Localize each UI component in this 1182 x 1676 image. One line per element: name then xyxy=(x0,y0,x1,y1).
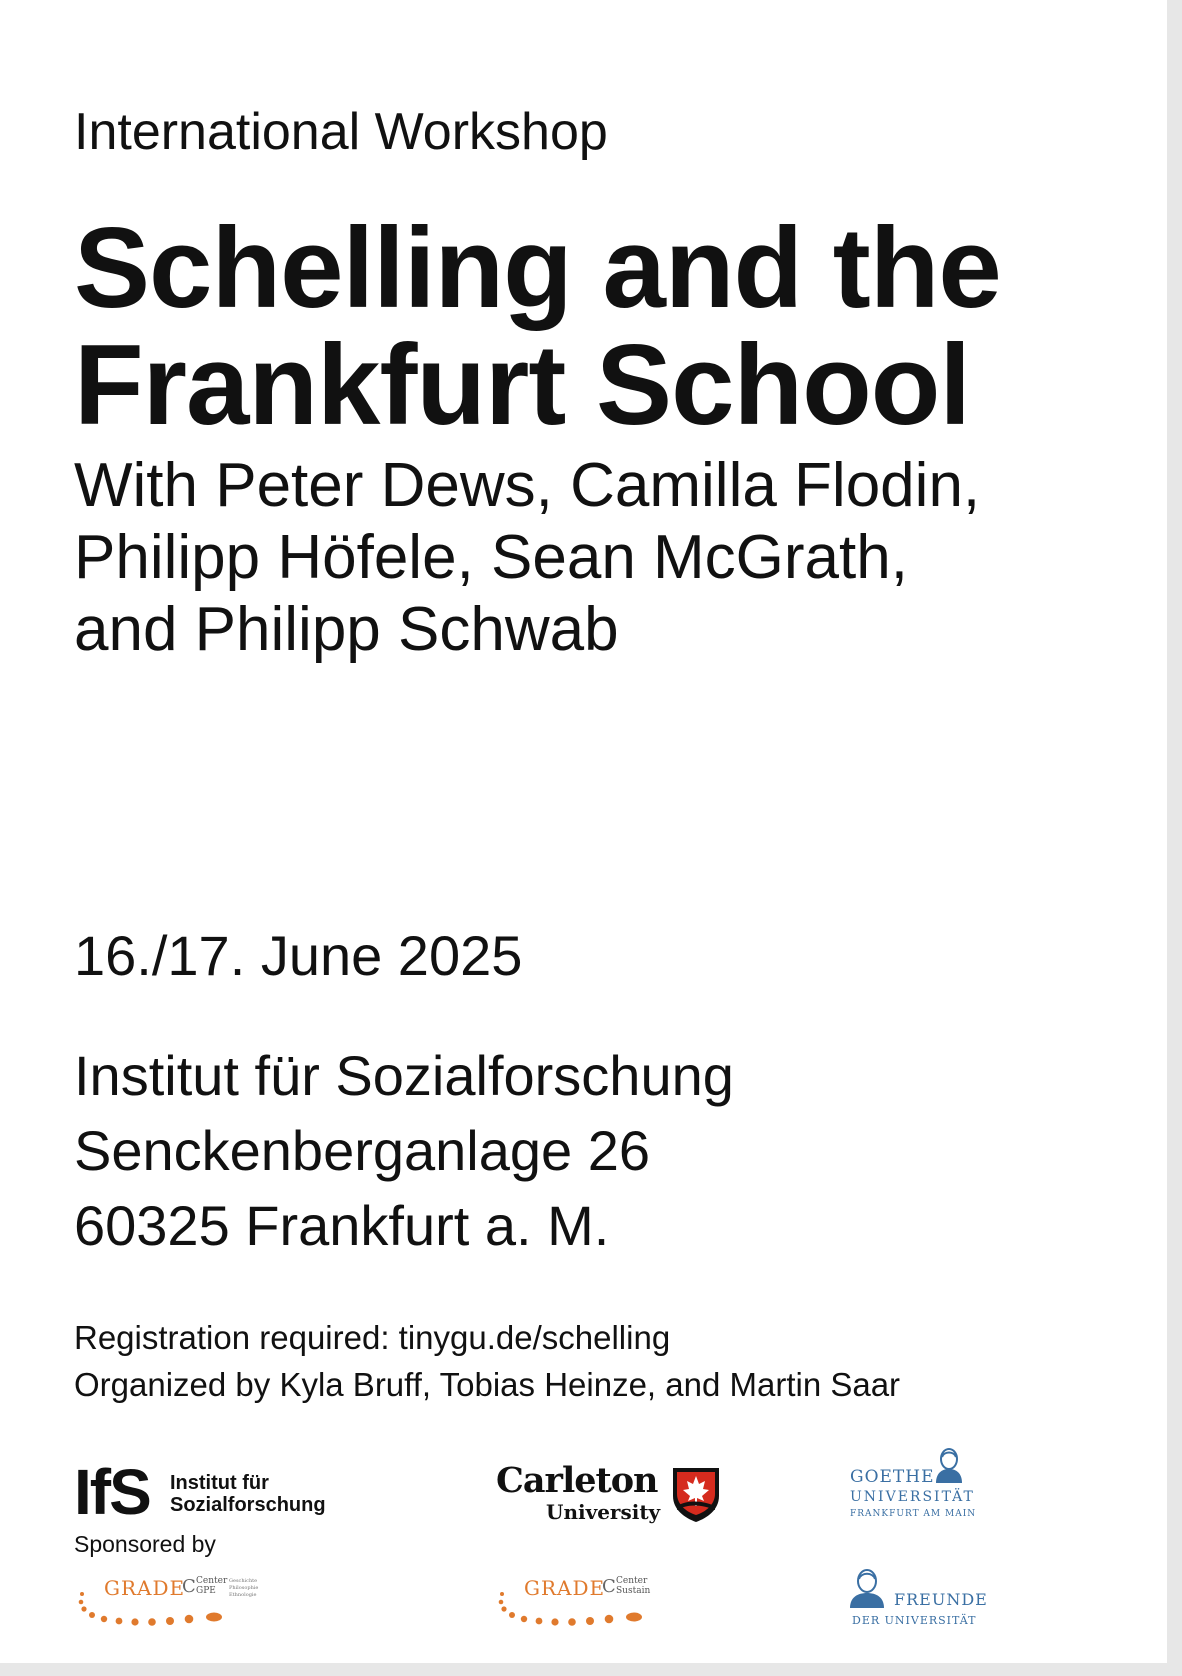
goethe-university-logo xyxy=(846,1447,986,1522)
grade-center-label xyxy=(616,1576,650,1596)
sponsored-label: Sponsored by xyxy=(74,1531,216,1557)
grade-center-line-1: Center xyxy=(616,1576,648,1586)
grade-gpe-discipline-1: Geschichte xyxy=(229,1578,258,1584)
carleton-sub: University xyxy=(546,1500,661,1524)
grade-c-mark: C xyxy=(602,1576,616,1597)
carleton-shield-icon xyxy=(671,1466,721,1524)
freunde-line-2: DER UNIVERSITÄT xyxy=(852,1614,977,1627)
title-line-2: Frankfurt School xyxy=(74,322,971,449)
carleton-logo xyxy=(496,1462,726,1528)
grade-gpe-discipline-2: Philosophie xyxy=(229,1585,259,1591)
venue-line-1: Institut für Sozialforschung xyxy=(74,1044,734,1107)
ifs-logo xyxy=(74,1456,354,1528)
event-info xyxy=(74,1314,900,1408)
grade-wordmark: GRADE xyxy=(524,1576,606,1600)
goethe-portrait-icon xyxy=(932,1447,966,1483)
grade-center-label xyxy=(196,1576,227,1596)
ifs-name-line-1: Institut für xyxy=(170,1472,269,1494)
goethe-line-2: UNIVERSITÄT xyxy=(850,1489,975,1505)
grade-gpe-logo xyxy=(74,1572,284,1632)
grade-sustain-logo xyxy=(494,1572,684,1632)
freunde-line-1: FREUNDE xyxy=(894,1590,988,1609)
speakers-list xyxy=(74,450,980,666)
organizers-note: Organized by Kyla Bruff, Tobias Heinze, and Martin Saar xyxy=(74,1366,901,1403)
grade-center-line-1: Center xyxy=(196,1576,228,1586)
workshop-title xyxy=(74,205,1001,449)
freunde-logo xyxy=(846,1568,986,1628)
registration-note: Registration required: tinygu.de/schelling xyxy=(74,1319,671,1356)
speakers-line-1: With Peter Dews, Camilla Flodin, xyxy=(74,451,981,520)
grade-gpe-discipline-3: Ethnologie xyxy=(229,1592,257,1598)
venue-line-3: 60325 Frankfurt a. M. xyxy=(74,1194,610,1257)
grade-center-line-2: GPE xyxy=(196,1586,216,1596)
speakers-line-2: Philipp Höfele, Sean McGrath, xyxy=(74,523,908,592)
freunde-portrait-icon xyxy=(846,1568,888,1608)
venue-line-2: Senckenberganlage 26 xyxy=(74,1119,651,1182)
title-line-1: Schelling and the xyxy=(74,205,1001,332)
event-date: 16./17. June 2025 xyxy=(74,924,523,987)
grade-center-line-2: Sustain xyxy=(616,1586,651,1596)
workshop-kicker: International Workshop xyxy=(74,103,608,161)
grade-c-mark: C xyxy=(182,1576,196,1597)
goethe-line-1: GOETHE xyxy=(850,1467,935,1487)
carleton-name: Carleton xyxy=(496,1460,658,1501)
ifs-name xyxy=(170,1472,326,1516)
ifs-mark: IfS xyxy=(74,1456,150,1528)
grade-gpe-disciplines xyxy=(229,1578,258,1599)
venue-address xyxy=(74,1038,734,1263)
ifs-name-line-2: Sozialforschung xyxy=(170,1494,326,1516)
speakers-line-3: and Philipp Schwab xyxy=(74,595,619,664)
grade-wordmark: GRADE xyxy=(104,1576,186,1600)
goethe-line-3: FRANKFURT AM MAIN xyxy=(850,1509,977,1519)
